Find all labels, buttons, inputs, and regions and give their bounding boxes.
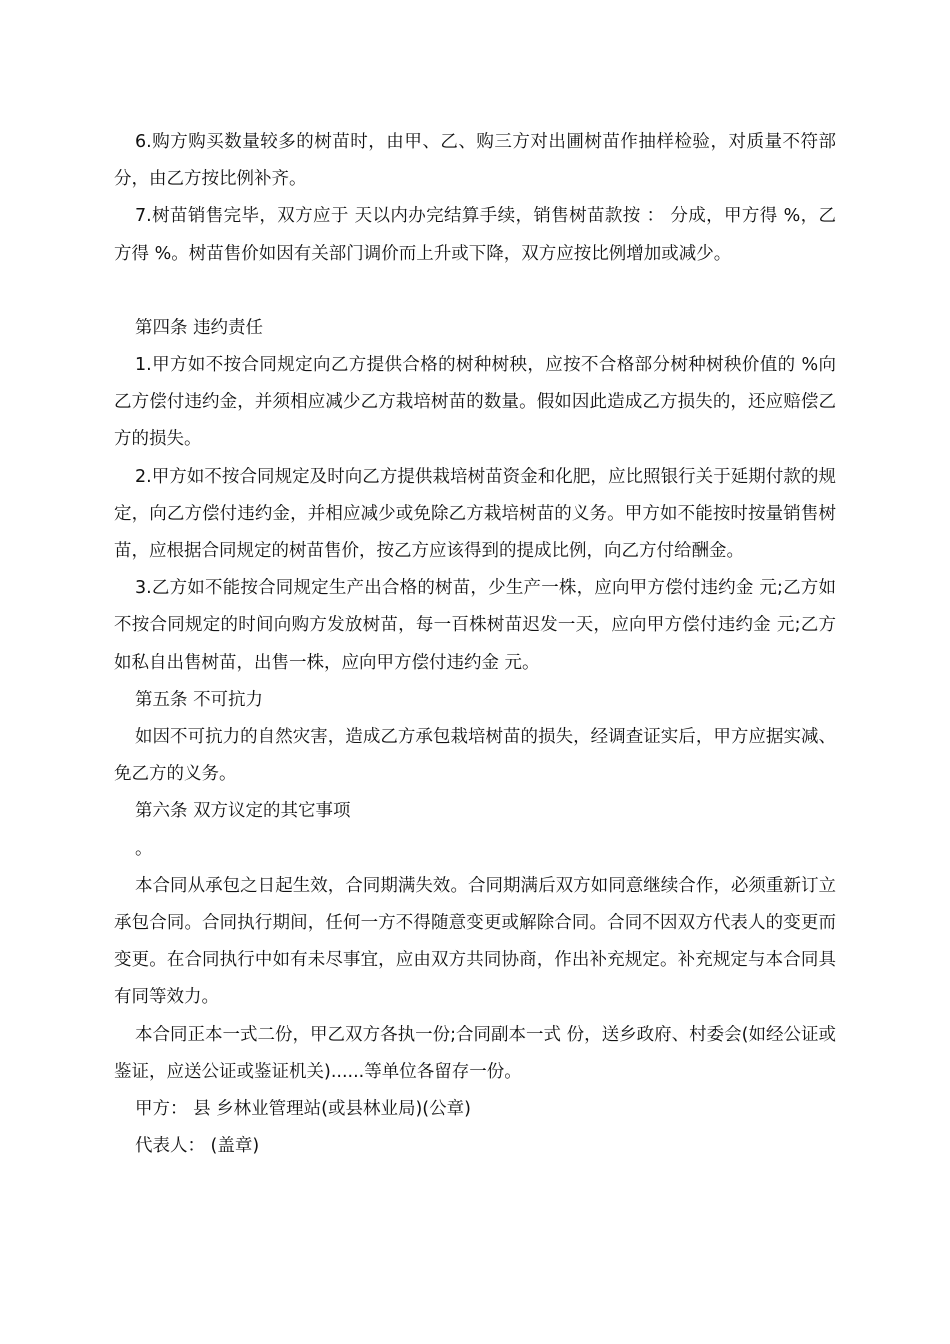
copies-paragraph: 本合同正本一式二份，甲乙双方各执一份;合同副本一式 份，送乡政府、村委会(如经公证或鉴证，应送公证或鉴证机关)......等单位各留存一份。 bbox=[114, 1024, 836, 1082]
party-a-signature-line: 甲方： 县 乡林业管理站(或县林业局)(公章) bbox=[135, 1099, 471, 1120]
article-4-item-1: 1.甲方如不按合同规定向乙方提供合格的树种树秧，应按不合格部分树种树秧价值的 %向乙方偿付违约金，并须相应减少乙方栽培树苗的数量。假如因此造成乙方损失的，还应赔偿乙方的损失。 bbox=[114, 355, 836, 450]
article-5-heading: 第五条 不可抗力 bbox=[135, 689, 264, 710]
clause-6-paragraph: 6.购方购买数量较多的树苗时，由甲、乙、购三方对出圃树苗作抽样检验，对质量不符部分，由乙方按比例补齐。 bbox=[114, 132, 836, 190]
representative-signature-line: 代表人： (盖章) bbox=[135, 1136, 260, 1157]
document-page bbox=[114, 124, 836, 1165]
article-4-item-2: 2.甲方如不按合同规定及时向乙方提供栽培树苗资金和化肥，应比照银行关于延期付款的规定，向乙方偿付违约金，并相应减少或免除乙方栽培树苗的义务。甲方如不能按时按量销售树苗，应根据合同规定的树苗售价，按乙方应该得到的提成比例，向乙方付给酬金。 bbox=[114, 466, 836, 562]
effectiveness-paragraph: 本合同从承包之日起生效，合同期满失效。合同期满后双方如同意继续合作，必须重新订立承包合同。合同执行期间，任何一方不得随意变更或解除合同。合同不因双方代表人的变更而变更。在合同执行中如有未尽事宜，应由双方共同协商，作出补充规定。补充规定与本合同具有同等效力。 bbox=[114, 875, 836, 1008]
article-6-body: 。 bbox=[135, 838, 153, 859]
article-6-heading: 第六条 双方议定的其它事项 bbox=[135, 801, 351, 822]
article-5-body: 如因不可抗力的自然灾害，造成乙方承包栽培树苗的损失，经调查证实后，甲方应据实减、免乙方的义务。 bbox=[114, 727, 836, 785]
paragraph-gap bbox=[114, 273, 836, 310]
article-4-item-3: 3.乙方如不能按合同规定生产出合格的树苗，少生产一株，应向甲方偿付违约金 元;乙方如不按合同规定的时间向购方发放树苗，每一百株树苗迟发一天，应向甲方偿付违约金 元;乙方如私自出售树苗，出售一株，应向甲方偿付违约金 元。 bbox=[114, 578, 836, 673]
article-4-heading: 第四条 违约责任 bbox=[135, 317, 264, 338]
clause-7-paragraph: 7.树苗销售完毕，双方应于 天以内办完结算手续，销售树苗款按 ： 分成，甲方得 %，乙方得 %。树苗售价如因有关部门调价而上升或下降，双方应按比例增加或减少。 bbox=[114, 206, 836, 264]
